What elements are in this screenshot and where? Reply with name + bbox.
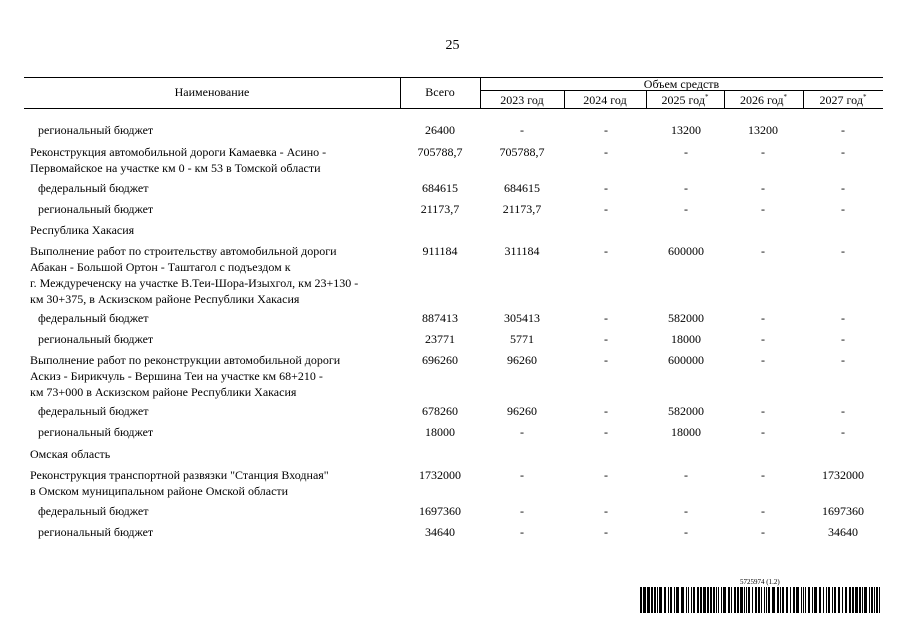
year-cell-2023: - <box>520 468 524 482</box>
header-year-2027: 2027 год* <box>819 93 867 107</box>
year-cell-2025: - <box>684 181 688 195</box>
budget-line-name <box>38 122 408 138</box>
year-cell-2024: - <box>604 425 608 439</box>
barcode-bar <box>710 587 712 613</box>
year-cell-2025: 600000 <box>668 353 704 367</box>
year-cell-2024: - <box>604 244 608 258</box>
year-cell-2026: - <box>761 404 765 418</box>
year-cell-2027: - <box>841 404 845 418</box>
item-name <box>30 144 400 176</box>
budget-line-name <box>38 201 408 217</box>
year-cell-2023: 305413 <box>504 311 540 325</box>
barcode-bar <box>651 587 653 613</box>
barcode-bar <box>842 587 843 613</box>
year-cell-2025: 13200 <box>671 123 701 137</box>
barcode-bar <box>826 587 827 613</box>
name-line: в Омском муниципальном районе Омской области <box>30 484 289 498</box>
barcode-bar <box>876 587 878 613</box>
barcode-bar <box>640 587 642 613</box>
year-cell-2025: - <box>684 504 688 518</box>
name-line: федеральный бюджет <box>38 504 149 518</box>
barcode-bar <box>838 587 840 613</box>
barcode-bar <box>828 587 830 613</box>
total-cell: 678260 <box>422 404 458 418</box>
barcode-bar <box>731 587 732 613</box>
barcode-bar <box>728 587 730 613</box>
barcode-bar <box>755 587 757 613</box>
name-line: Республика Хакасия <box>30 223 135 237</box>
barcode-label: 5725974 (1.2) <box>740 578 780 586</box>
barcode-bar <box>713 587 715 613</box>
header-year-2023: 2023 год <box>500 93 544 107</box>
barcode-bar <box>752 587 753 613</box>
item-name <box>30 446 400 462</box>
barcode-bar <box>703 587 706 613</box>
barcode-bar <box>659 587 662 613</box>
barcode-bar <box>643 587 646 613</box>
name-line: региональный бюджет <box>38 425 154 439</box>
name-line: федеральный бюджет <box>38 181 149 195</box>
barcode-bar <box>805 587 806 613</box>
name-line: федеральный бюджет <box>38 311 149 325</box>
name-line: Абакан - Большой Ортон - Таштагол с подъездом к <box>30 260 291 274</box>
year-cell-2024: - <box>604 145 608 159</box>
year-cell-2027: - <box>841 353 845 367</box>
name-line: Реконструкция транспортной развязки "Станция Входная" <box>30 468 329 482</box>
year-cell-2027: - <box>841 425 845 439</box>
budget-line-name <box>38 310 408 326</box>
year-cell-2025: - <box>684 468 688 482</box>
name-line: Омская область <box>30 447 111 461</box>
year-cell-2024: - <box>604 181 608 195</box>
barcode-bar <box>808 587 810 613</box>
barcode-bar <box>862 587 863 613</box>
barcode-bar <box>832 587 833 613</box>
barcode-bar <box>688 587 689 613</box>
barcode-bar <box>697 587 699 613</box>
item-name <box>30 222 400 238</box>
name-line: Выполнение работ по строительству автомобильной дороги <box>30 244 337 258</box>
name-line: г. Междуреченску на участке В.Теи-Шора-Изыхгол, км 23+130 - <box>30 276 359 290</box>
year-cell-2027: - <box>841 181 845 195</box>
budget-line-name <box>38 180 408 196</box>
barcode-bar <box>855 587 858 613</box>
year-cell-2026: - <box>761 145 765 159</box>
year-cell-2023: 684615 <box>504 181 540 195</box>
barcode-bar <box>664 587 666 613</box>
barcode-bar <box>734 587 736 613</box>
total-cell: 1732000 <box>419 468 461 482</box>
year-cell-2023: - <box>520 525 524 539</box>
barcode-bar <box>670 587 672 613</box>
year-cell-2023: 311184 <box>504 244 540 258</box>
year-cell-2026: - <box>761 244 765 258</box>
year-cell-2026: - <box>761 504 765 518</box>
year-cell-2025: 18000 <box>671 425 701 439</box>
total-cell: 34640 <box>425 525 455 539</box>
year-cell-2023: 21173,7 <box>502 202 542 216</box>
barcode-bar <box>777 587 779 613</box>
barcode-bar <box>801 587 802 613</box>
barcode-bar <box>693 587 695 613</box>
total-cell: 23771 <box>425 332 455 346</box>
total-cell: 21173,7 <box>420 202 460 216</box>
name-line: региональный бюджет <box>38 332 154 346</box>
year-cell-2027: 34640 <box>828 525 858 539</box>
barcode-bar <box>746 587 747 613</box>
name-line: региональный бюджет <box>38 202 154 216</box>
barcode-bar <box>674 587 675 613</box>
barcode <box>640 587 880 613</box>
total-cell: 684615 <box>422 181 458 195</box>
year-cell-2027: 1732000 <box>822 468 864 482</box>
year-cell-2027: - <box>841 145 845 159</box>
name-line: федеральный бюджет <box>38 404 149 418</box>
year-cell-2024: - <box>604 123 608 137</box>
barcode-bar <box>681 587 684 613</box>
barcode-bar <box>657 587 658 613</box>
barcode-bar <box>721 587 722 613</box>
barcode-bar <box>772 587 775 613</box>
year-cell-2023: 96260 <box>507 353 537 367</box>
year-cell-2027: - <box>841 244 845 258</box>
name-line: региональный бюджет <box>38 525 154 539</box>
year-cell-2025: - <box>684 525 688 539</box>
barcode-bar <box>796 587 799 613</box>
name-line: Реконструкция автомобильной дороги Камаевка - Асино - <box>30 145 327 159</box>
year-cell-2023: 5771 <box>510 332 534 346</box>
year-cell-2024: - <box>604 504 608 518</box>
barcode-bar <box>864 587 867 613</box>
year-cell-2026: - <box>761 525 765 539</box>
barcode-bar <box>849 587 851 613</box>
budget-line-name <box>38 524 408 540</box>
name-line: региональный бюджет <box>38 123 154 137</box>
barcode-bar <box>676 587 679 613</box>
barcode-bar <box>748 587 750 613</box>
year-cell-2027: - <box>841 123 845 137</box>
barcode-bar <box>691 587 692 613</box>
header-year-2025: 2025 год* <box>661 93 709 107</box>
year-cell-2024: - <box>604 311 608 325</box>
year-cell-2024: - <box>604 332 608 346</box>
barcode-bar <box>874 587 875 613</box>
barcode-bar <box>654 587 656 613</box>
year-cell-2027: - <box>841 332 845 346</box>
barcode-bar <box>647 587 650 613</box>
item-name <box>30 467 400 499</box>
barcode-bar <box>737 587 739 613</box>
barcode-bar <box>869 587 870 613</box>
barcode-bar <box>782 587 784 613</box>
barcode-bar <box>780 587 781 613</box>
header-year-2024: 2024 год <box>583 93 627 107</box>
year-cell-2025: 582000 <box>668 311 704 325</box>
barcode-bar <box>716 587 717 613</box>
barcode-bar <box>758 587 760 613</box>
year-cell-2026: - <box>761 332 765 346</box>
barcode-bar <box>740 587 743 613</box>
barcode-bar <box>790 587 791 613</box>
header-group-title: Объем средств <box>643 77 720 91</box>
year-cell-2026: - <box>761 468 765 482</box>
year-cell-2026: - <box>761 425 765 439</box>
barcode-bar <box>761 587 762 613</box>
barcode-bar <box>834 587 836 613</box>
barcode-bar <box>686 587 687 613</box>
year-cell-2023: 96260 <box>507 404 537 418</box>
total-cell: 705788,7 <box>417 145 463 159</box>
total-cell: 26400 <box>425 123 455 137</box>
barcode-bar <box>852 587 854 613</box>
barcode-bar <box>819 587 821 613</box>
name-line: Первомайское на участке км 0 - км 53 в Томской области <box>30 161 321 175</box>
name-line: км 30+375, в Аскизском районе Республики Хакасия <box>30 292 300 306</box>
year-cell-2027: - <box>841 311 845 325</box>
barcode-bar <box>812 587 813 613</box>
year-cell-2025: - <box>684 145 688 159</box>
barcode-bar <box>768 587 770 613</box>
barcode-bar <box>871 587 873 613</box>
year-cell-2024: - <box>604 525 608 539</box>
barcode-bar <box>803 587 804 613</box>
budget-line-name <box>38 424 408 440</box>
barcode-bar <box>859 587 861 613</box>
barcode-bar <box>668 587 669 613</box>
barcode-bar <box>786 587 788 613</box>
item-name <box>30 352 400 400</box>
year-cell-2027: 1697360 <box>822 504 864 518</box>
barcode-bar <box>879 587 880 613</box>
budget-line-name <box>38 403 408 419</box>
barcode-bar <box>723 587 726 613</box>
barcode-bar <box>764 587 765 613</box>
year-cell-2027: - <box>841 202 845 216</box>
page-number: 25 <box>445 38 460 53</box>
year-cell-2025: - <box>684 202 688 216</box>
barcode-bar <box>845 587 847 613</box>
header-total: Всего <box>425 85 455 99</box>
header-name: Наименование <box>174 85 250 99</box>
year-cell-2026: 13200 <box>748 123 778 137</box>
year-cell-2023: - <box>520 504 524 518</box>
header-bottom-rule <box>24 108 883 109</box>
year-cell-2025: 18000 <box>671 332 701 346</box>
year-cell-2026: - <box>761 353 765 367</box>
year-cell-2023: - <box>520 425 524 439</box>
name-line: Выполнение работ по реконструкции автомобильной дороги <box>30 353 341 367</box>
budget-line-name <box>38 331 408 347</box>
barcode-bar <box>700 587 702 613</box>
total-cell: 18000 <box>425 425 455 439</box>
year-cell-2023: - <box>520 123 524 137</box>
year-cell-2026: - <box>761 181 765 195</box>
year-cell-2024: - <box>604 404 608 418</box>
year-cell-2026: - <box>761 311 765 325</box>
year-cell-2023: 705788,7 <box>499 145 545 159</box>
barcode-bar <box>766 587 767 613</box>
year-cell-2024: - <box>604 353 608 367</box>
total-cell: 1697360 <box>419 504 461 518</box>
item-name <box>30 243 400 307</box>
barcode-bar <box>707 587 709 613</box>
header-year-2026: 2026 год* <box>740 93 787 107</box>
year-cell-2024: - <box>604 202 608 216</box>
total-cell: 887413 <box>422 311 458 325</box>
barcode-bar <box>823 587 824 613</box>
barcode-bar <box>814 587 817 613</box>
year-cell-2024: - <box>604 468 608 482</box>
year-cell-2025: 582000 <box>668 404 704 418</box>
barcode-bar <box>793 587 795 613</box>
name-line: Аскиз - Бирикчуль - Вершина Теи на участке км 68+210 - <box>30 369 323 383</box>
name-line: км 73+000 в Аскизском районе Республики Хакасия <box>30 385 297 399</box>
budget-line-name <box>38 503 408 519</box>
barcode-bar <box>718 587 719 613</box>
year-cell-2026: - <box>761 202 765 216</box>
total-cell: 696260 <box>422 353 458 367</box>
year-cell-2025: 600000 <box>668 244 704 258</box>
total-cell: 911184 <box>422 244 458 258</box>
barcode-bar <box>744 587 745 613</box>
